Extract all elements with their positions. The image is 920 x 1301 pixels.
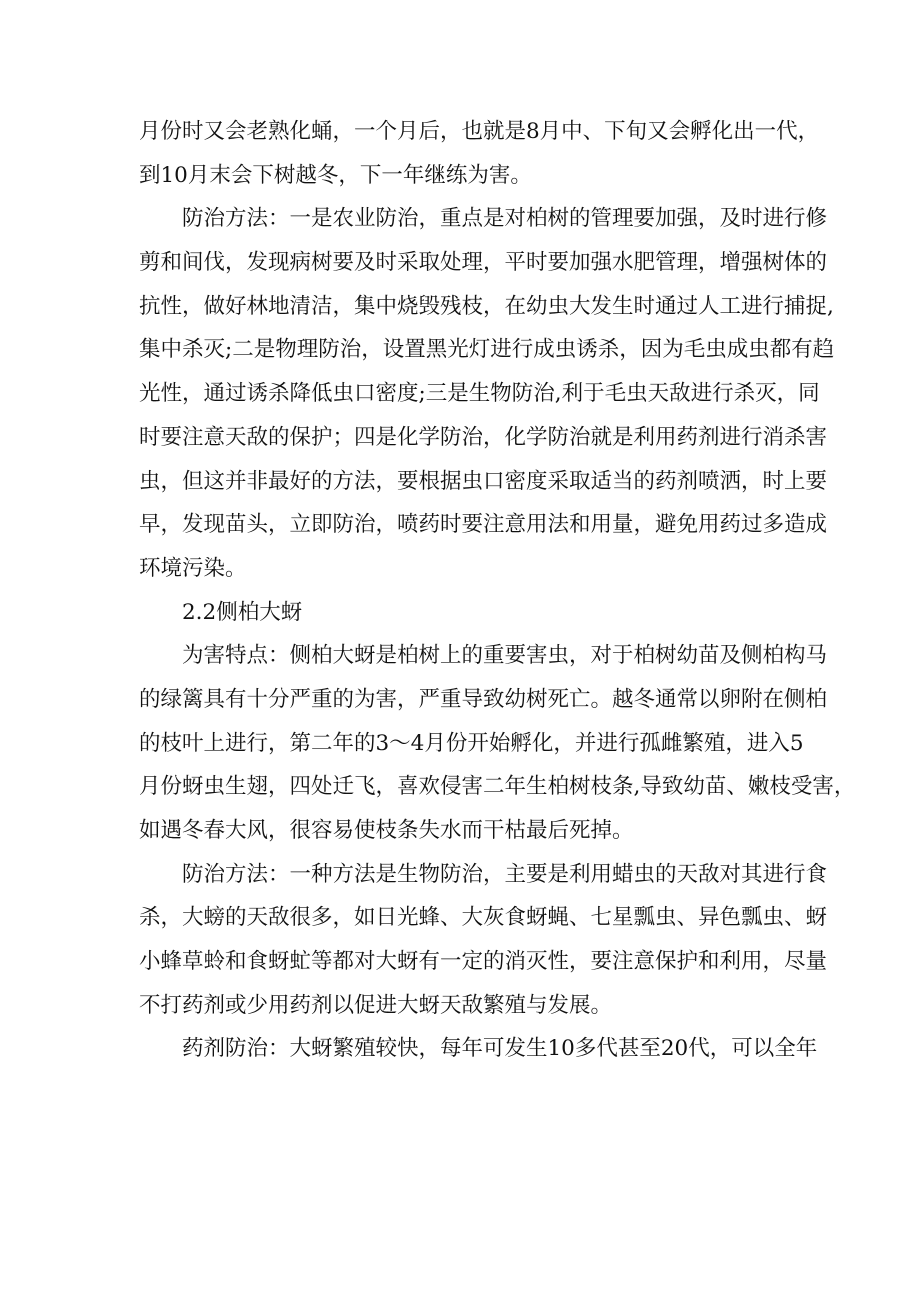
paragraph-pest-cycle xyxy=(139,110,820,197)
text-line: 防治方法：一种方法是生物防治，主要是利用蜡虫的天敌对其进行食 xyxy=(182,861,828,887)
text-line: 时要注意天敌的保护；四是化学防治，化学防治就是利用药剂进行消杀害 xyxy=(139,424,828,450)
text-line: 到10月末会下树越冬，下一年继练为害。 xyxy=(139,162,532,188)
text-line: 月份时又会老熟化蛹，一个月后，也就是8月中、下旬又会孵化出一代， xyxy=(139,119,820,144)
text-line: 月份蚜虫生翅，四处迁飞，喜欢侵害二年生柏树枝条,导致幼苗、嫩枝受害， xyxy=(139,774,856,800)
text-line: 小蜂草蛉和食蚜虻等都对大蚜有一定的消灭性，要注意保护和利用，尽量 xyxy=(139,949,828,975)
text-line: 的绿篱具有十分严重的为害，严重导致幼树死亡。越冬通常以卵附在侧柏 xyxy=(139,686,828,712)
text-line: 集中杀灭;二是物理防治，设置黑光灯进行成虫诱杀，因为毛虫成虫都有趋 xyxy=(139,337,835,363)
paragraph-chemical-control xyxy=(139,1027,818,1071)
text-line: 药剂防治：大蚜繁殖较快，每年可发生10多代甚至20代，可以全年 xyxy=(182,1036,818,1062)
text-line: 不打药剂或少用药剂以促进大蚜天敌繁殖与发展。 xyxy=(139,992,613,1018)
paragraph-damage-features xyxy=(139,634,856,852)
text-line: 光性，通过诱杀降低虫口密度;三是生物防治,利于毛虫天敌进行杀灭，同 xyxy=(139,381,820,407)
text-line: 早，发现苗头，立即防治，喷药时要注意用法和用量，避免用药过多造成 xyxy=(139,512,828,538)
text-line: 虫，但这并非最好的方法，要根据虫口密度采取适当的药剂喷洒，时上要 xyxy=(139,468,828,494)
paragraph-biological-control xyxy=(139,853,828,1028)
text-line: 的枝叶上进行，第二年的3～4月份开始孵化，并进行孤雌繁殖，进入5 xyxy=(139,730,804,756)
text-line: 杀，大螃的天敌很多，如日光蜂、大灰食蚜蝇、七星瓢虫、异色瓢虫、蚜 xyxy=(139,905,828,931)
text-line: 剪和间伐，发现病树要及时采取处理，平时要加强水肥管理，增强树体的 xyxy=(139,250,828,276)
text-line: 为害特点：侧柏大蚜是柏树上的重要害虫，对于柏树幼苗及侧柏构马 xyxy=(182,643,828,669)
section-heading xyxy=(139,591,784,635)
document-body xyxy=(139,110,856,1071)
section-heading-text: 2.2侧柏大蚜 xyxy=(182,599,303,625)
text-line: 防治方法：一是农业防治，重点是对柏树的管理要加强，及时进行修 xyxy=(182,206,828,232)
text-line: 抗性，做好林地清洁，集中烧毁残枝，在幼虫大发生时通过人工进行捕捉, xyxy=(139,293,834,319)
text-line: 环境污染。 xyxy=(139,555,247,581)
text-line: 如遇冬春大风，很容易使枝条失水而干枯最后死掉。 xyxy=(139,818,634,843)
paragraph-control-methods xyxy=(139,197,835,590)
